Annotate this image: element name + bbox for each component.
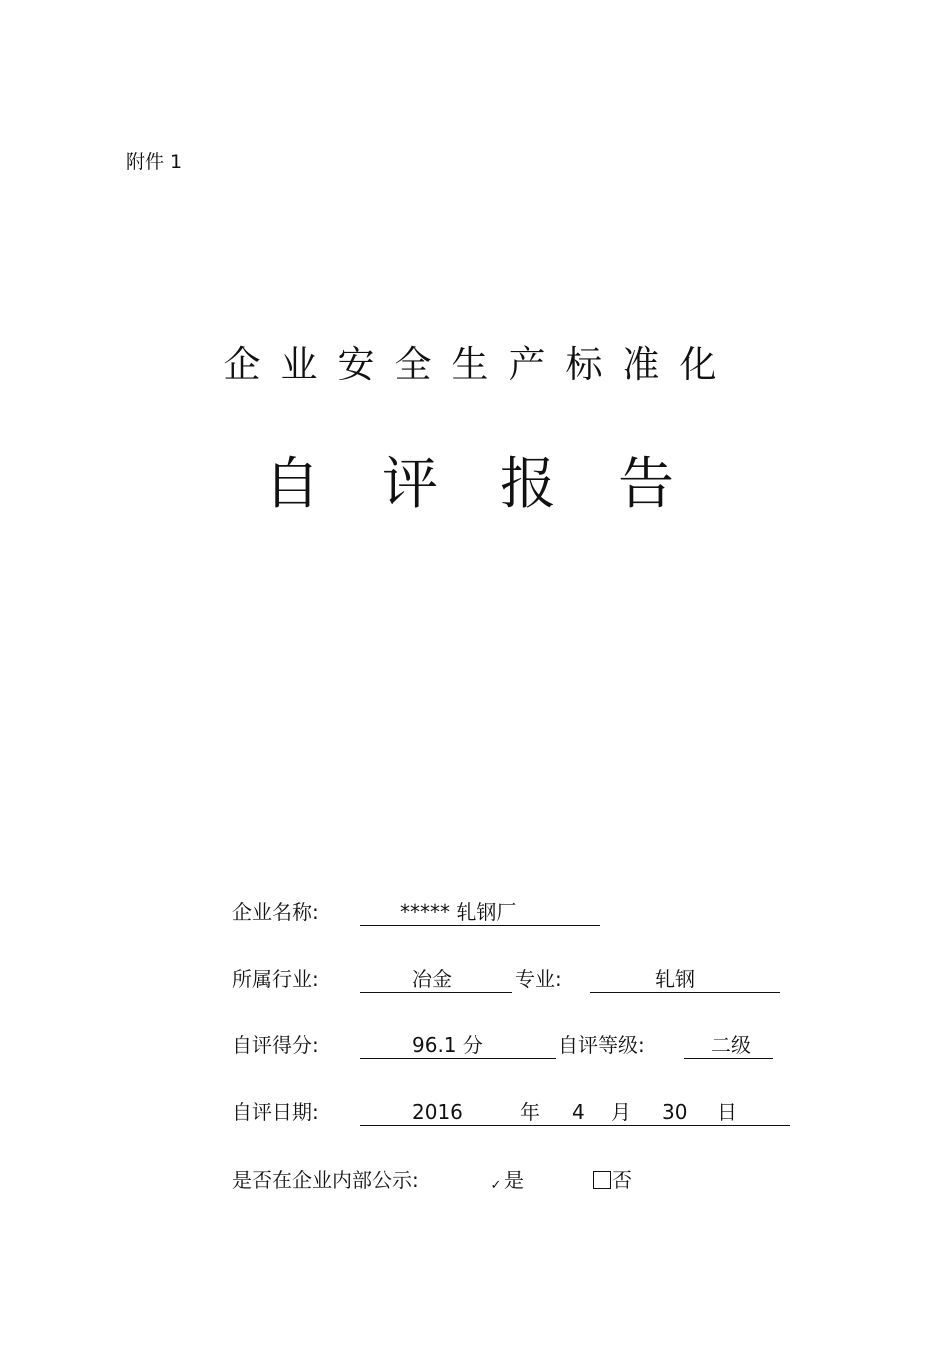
publicity-yes-label: 是 [504, 1168, 524, 1192]
date-row [0, 1098, 950, 1128]
checkbox-checked-icon[interactable]: ✓ [490, 1178, 502, 1193]
company-field [360, 898, 600, 926]
publicity-no-label: 否 [612, 1168, 632, 1192]
date-year: 2016 [412, 1100, 463, 1124]
document-title-line2: 自评报告 [264, 452, 736, 517]
document-title-line1: 企业安全生产标准化 [223, 343, 737, 386]
date-month-unit: 月 [611, 1100, 631, 1124]
publicity-label: 是否在企业内部公示: [232, 1168, 419, 1192]
company-value: ***** 轧钢厂 [400, 900, 517, 924]
date-label: 自评日期: [232, 1100, 319, 1124]
specialty-field [590, 965, 780, 993]
score-value: 96.1 分 [412, 1033, 483, 1057]
specialty-value: 轧钢 [655, 967, 695, 991]
score-label: 自评得分: [232, 1033, 319, 1057]
date-day-unit: 日 [717, 1100, 737, 1124]
date-day: 30 [662, 1100, 688, 1124]
grade-label: 自评等级: [558, 1033, 645, 1057]
company-label: 企业名称: [232, 900, 319, 924]
industry-row [0, 965, 950, 995]
industry-value: 冶金 [412, 967, 452, 991]
grade-value: 二级 [711, 1033, 751, 1057]
publicity-no-option[interactable] [593, 1166, 632, 1194]
score-field [360, 1031, 556, 1059]
date-month: 4 [572, 1100, 585, 1124]
specialty-label: 专业: [515, 967, 562, 991]
grade-field [684, 1031, 773, 1059]
checkbox-empty-icon[interactable] [593, 1171, 611, 1189]
score-row [0, 1031, 950, 1061]
industry-field [360, 965, 512, 993]
company-row [0, 898, 950, 928]
industry-label: 所属行业: [232, 967, 319, 991]
attachment-label: 附件 1 [126, 151, 183, 173]
date-field [360, 1098, 790, 1126]
publicity-row [0, 1166, 950, 1196]
date-year-unit: 年 [520, 1100, 540, 1124]
publicity-yes-option[interactable] [489, 1166, 524, 1194]
